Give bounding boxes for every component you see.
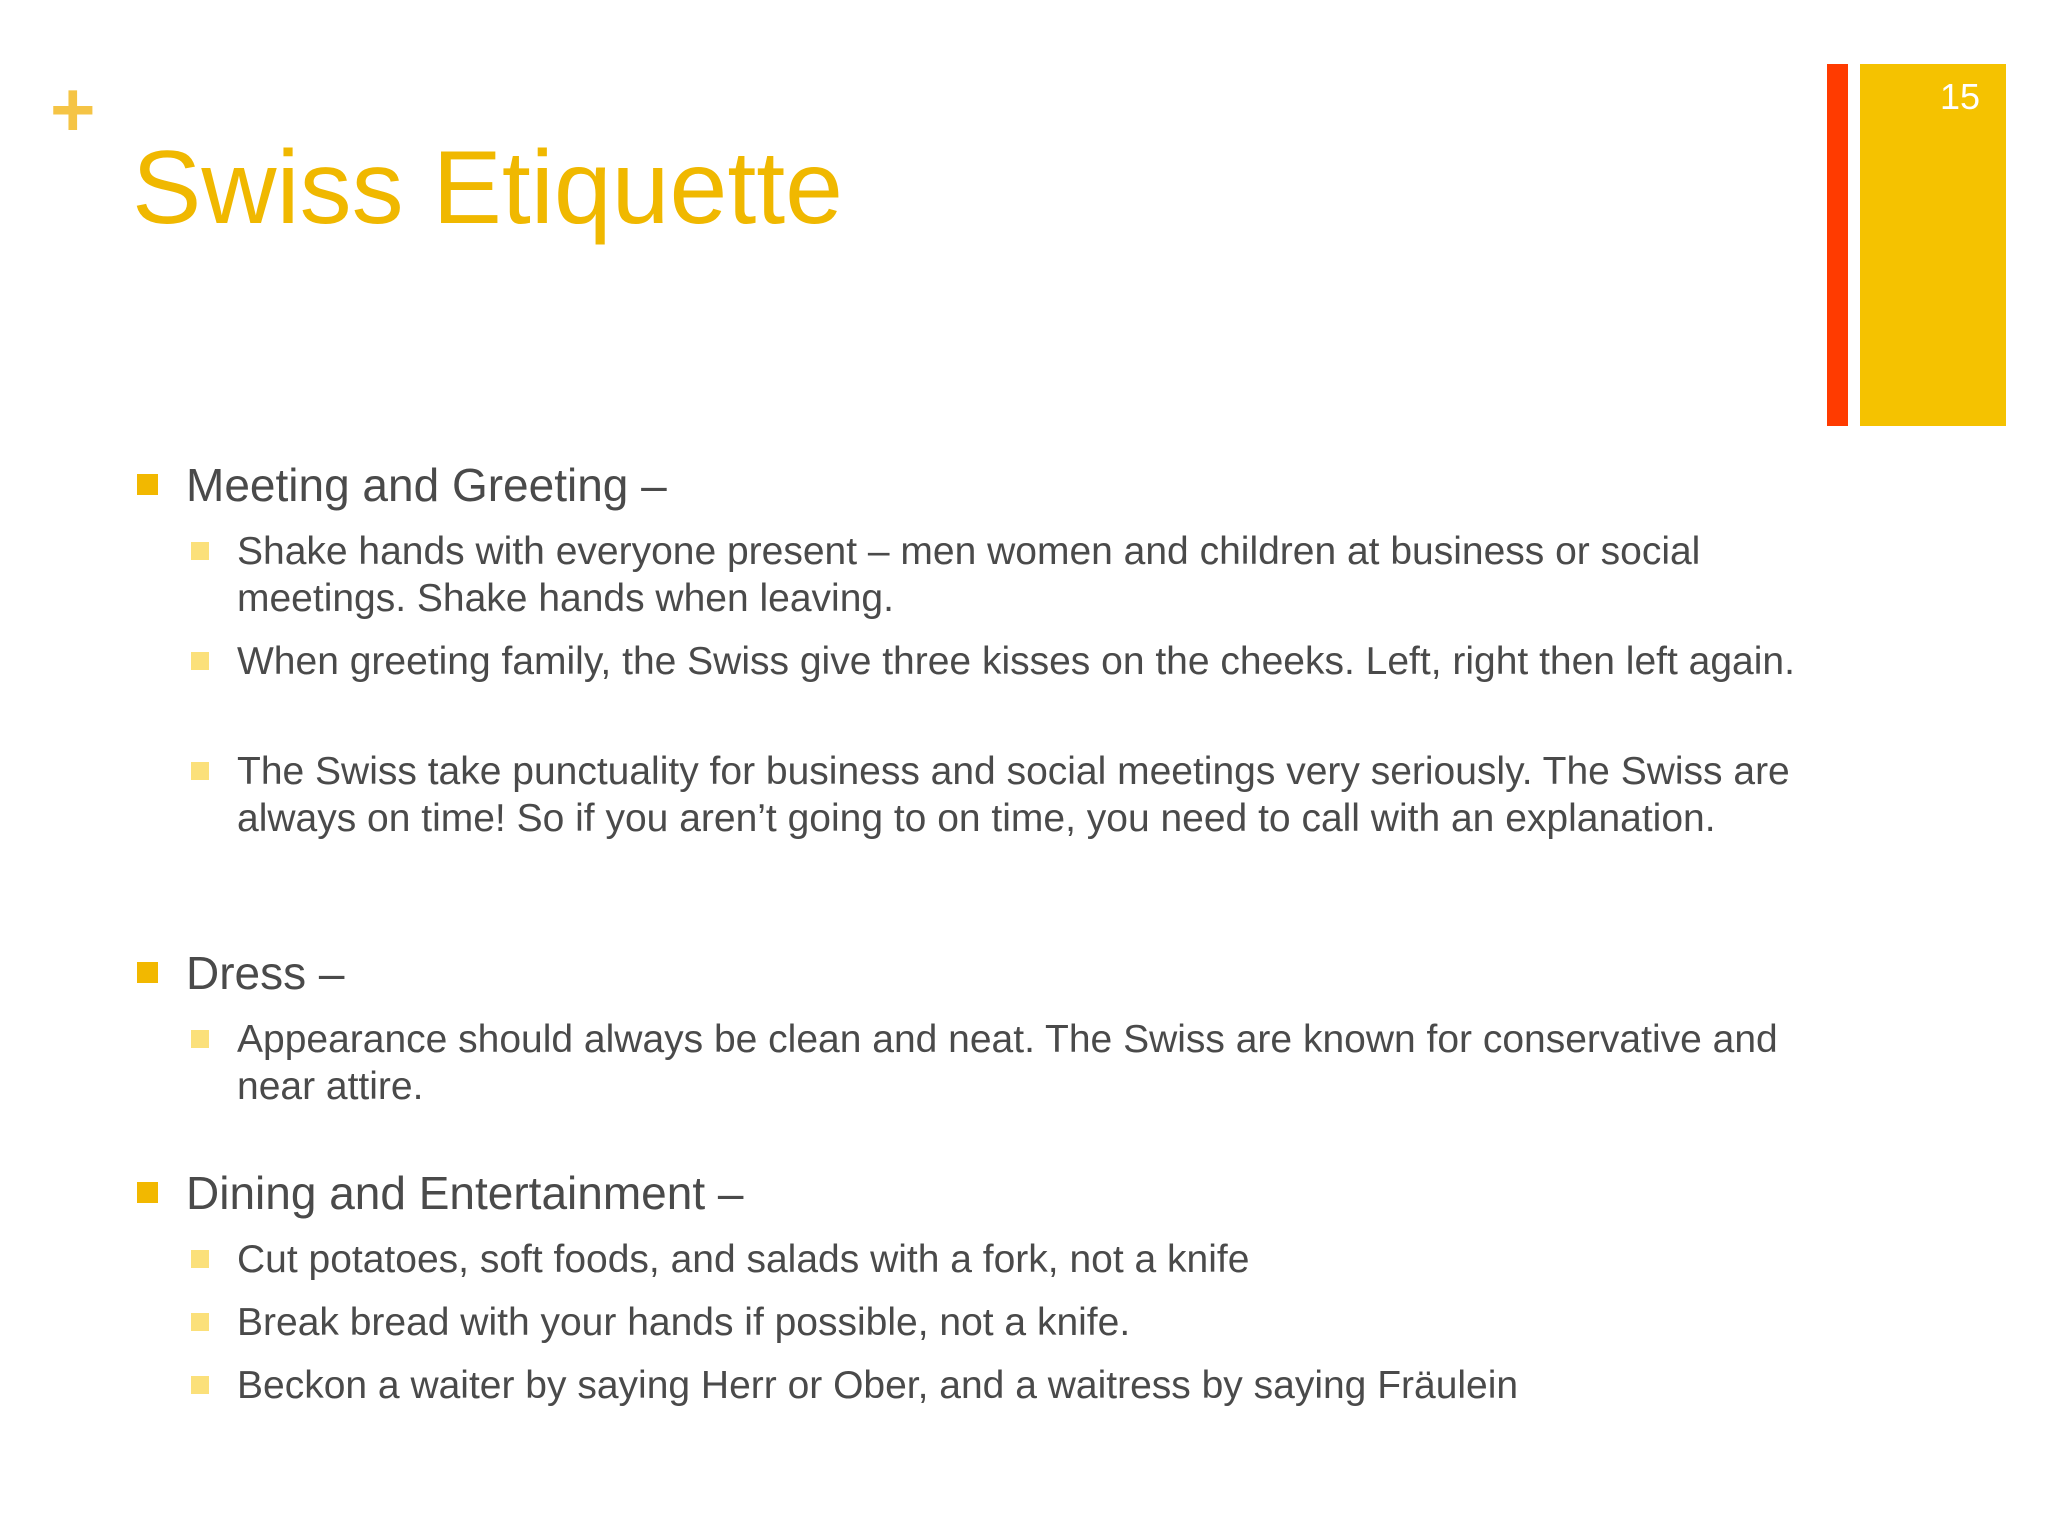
- list-item-text: When greeting family, the Swiss give three kisses on the cheeks. Left, right then left again.: [237, 640, 1795, 683]
- square-bullet-icon: [137, 474, 158, 495]
- list-item-text: Beckon a waiter by saying Herr or Ober, and a waitress by saying Fräulein: [237, 1364, 1519, 1407]
- plus-icon: +: [50, 65, 96, 153]
- list-item-text: Break bread with your hands if possible, not a knife.: [237, 1301, 1131, 1344]
- square-bullet-icon: [191, 762, 209, 780]
- list-item: [237, 748, 1797, 842]
- square-bullet-icon: [137, 1182, 158, 1203]
- list-item: [237, 1016, 1797, 1110]
- list-item: [237, 1236, 1797, 1283]
- square-bullet-icon: [191, 1313, 209, 1331]
- list-item-text: Cut potatoes, soft foods, and salads with a fork, not a knife: [237, 1238, 1250, 1281]
- square-bullet-icon: [191, 652, 209, 670]
- square-bullet-icon: [191, 542, 209, 560]
- square-bullet-icon: [137, 962, 158, 983]
- square-bullet-icon: [191, 1250, 209, 1268]
- list-item: [237, 1299, 1797, 1346]
- slide-title: Swiss Etiquette: [132, 130, 843, 246]
- list-item: [237, 528, 1797, 622]
- section-heading: Meeting and Greeting –: [186, 459, 667, 511]
- list-item-text: Appearance should always be clean and neat. The Swiss are known for conservative and near attire.: [237, 1018, 1778, 1108]
- square-bullet-icon: [191, 1030, 209, 1048]
- list-item-text: Shake hands with everyone present – men women and children at business or social meetings. Shake hands when leaving.: [237, 530, 1701, 620]
- square-bullet-icon: [191, 1376, 209, 1394]
- section-heading: Dining and Entertainment –: [186, 1167, 744, 1219]
- slide-number: 15: [1940, 76, 1981, 117]
- list-item: [237, 638, 1797, 685]
- list-item-text: The Swiss take punctuality for business and social meetings very seriously. The Swiss are always on time! So if you aren’t going to on time, you need to call with an explanation.: [237, 750, 1790, 840]
- list-item: [237, 1362, 1797, 1409]
- section-heading: Dress –: [186, 947, 345, 999]
